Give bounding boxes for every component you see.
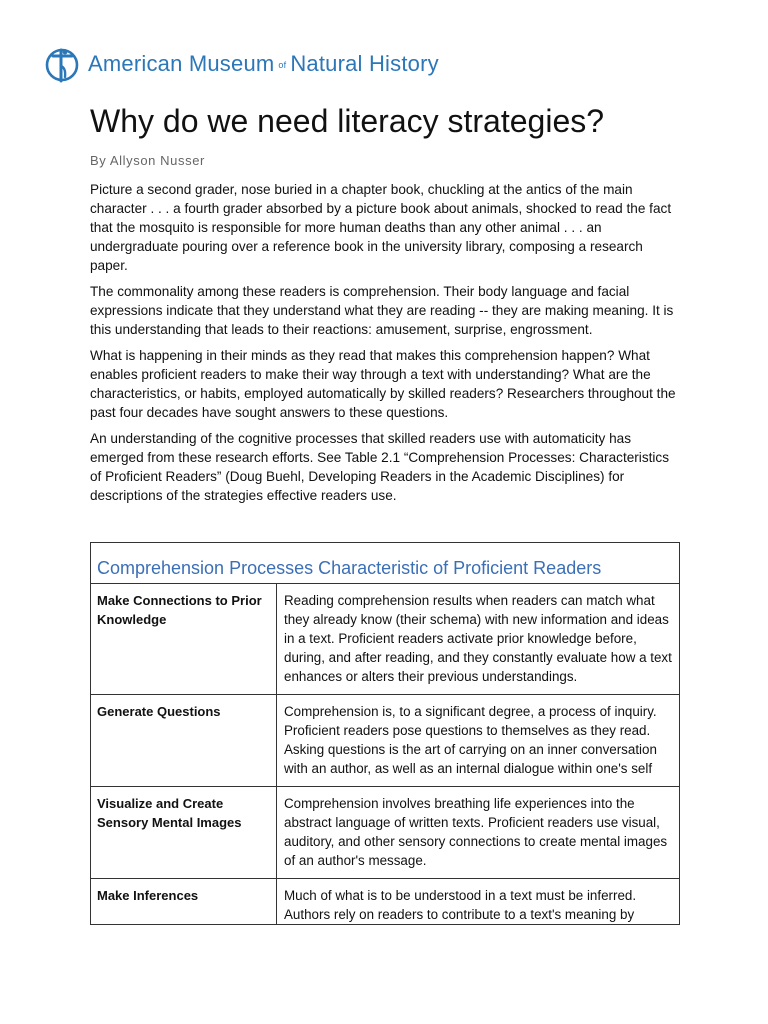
logo-word-american: American [88,51,183,76]
paragraph-2: The commonality among these readers is comprehension. Their body language and facial expressions indicate that they understand what they are reading -- they are making meaning. It is this understanding that leads to their reactions: amusement, surprise, engrossment. [90,284,674,337]
table-term: Make Connections to Prior Knowledge [91,584,277,694]
logo-word-natural: Natural [290,51,363,76]
paragraph-3: What is happening in their minds as they read that makes this comprehension happen? What enables proficient readers to make their way through a text with understanding? What are the characteristics, or habits, employed automatically by skilled readers? Researchers throughout the past four decades have sought answers to these questions. [90,348,676,420]
paragraph-4: An understanding of the cognitive processes that skilled readers use with automaticity has emerged from these research efforts. See Table 2.1 “Comprehension Processes: Characteristics of Proficient Readers” (Doug Buehl, Developing Readers in the Academic Disciplines) for descriptions of the strategies effective readers use. [90,431,670,503]
table-row [91,787,679,879]
paragraph-1: Picture a second grader, nose buried in a chapter book, chuckling at the antics of the main character . . . a fourth grader absorbed by a picture book about animals, shocked to read the fact that the mosquito is responsible for more human deaths than any other animal . . . an undergraduate pouring over a reference book in the university library, composing a research paper. [90,182,672,273]
logo-word-of: of [278,60,287,70]
table-row [91,879,679,924]
table-heading-row [91,543,679,584]
table-description: Comprehension involves breathing life experiences into the abstract language of written texts. Proficient readers use visual, auditory, and other sensory connections to create mental images of an author's message. [284,796,668,868]
page-title: Why do we need literacy strategies? [90,103,605,139]
table-description: Much of what is to be understood in a text must be inferred. Authors rely on readers to contribute to a text's meaning by [284,888,637,922]
comprehension-table [90,542,680,925]
table-term: Visualize and Create Sensory Mental Images [91,787,277,878]
table-row [91,695,679,787]
logo-word-history: History [368,51,439,76]
table-description: Reading comprehension results when readers can match what they already know (their schema) with new information and ideas in a text. Proficient readers activate prior knowledge before, during, and after reading, and they constantly evaluate how a text enhances or alters their previous understandings. [284,593,672,684]
author-byline: By Allyson Nusser [90,153,205,168]
article-body [90,180,680,512]
table-term: Generate Questions [91,695,277,786]
museum-wordmark [88,53,439,75]
table-heading: Comprehension Processes Characteristic of Proficient Readers [97,558,602,578]
museum-logo [44,44,439,84]
table-row [91,584,679,695]
table-term: Make Inferences [91,879,277,924]
museum-emblem-icon [44,44,80,84]
table-description: Comprehension is, to a significant degree, a process of inquiry. Proficient readers pose questions to themselves as they read. Asking questions is the art of carrying on an inner conversation with an author, as well as an internal dialogue within one's self [284,704,657,776]
logo-word-museum: Museum [188,51,275,76]
